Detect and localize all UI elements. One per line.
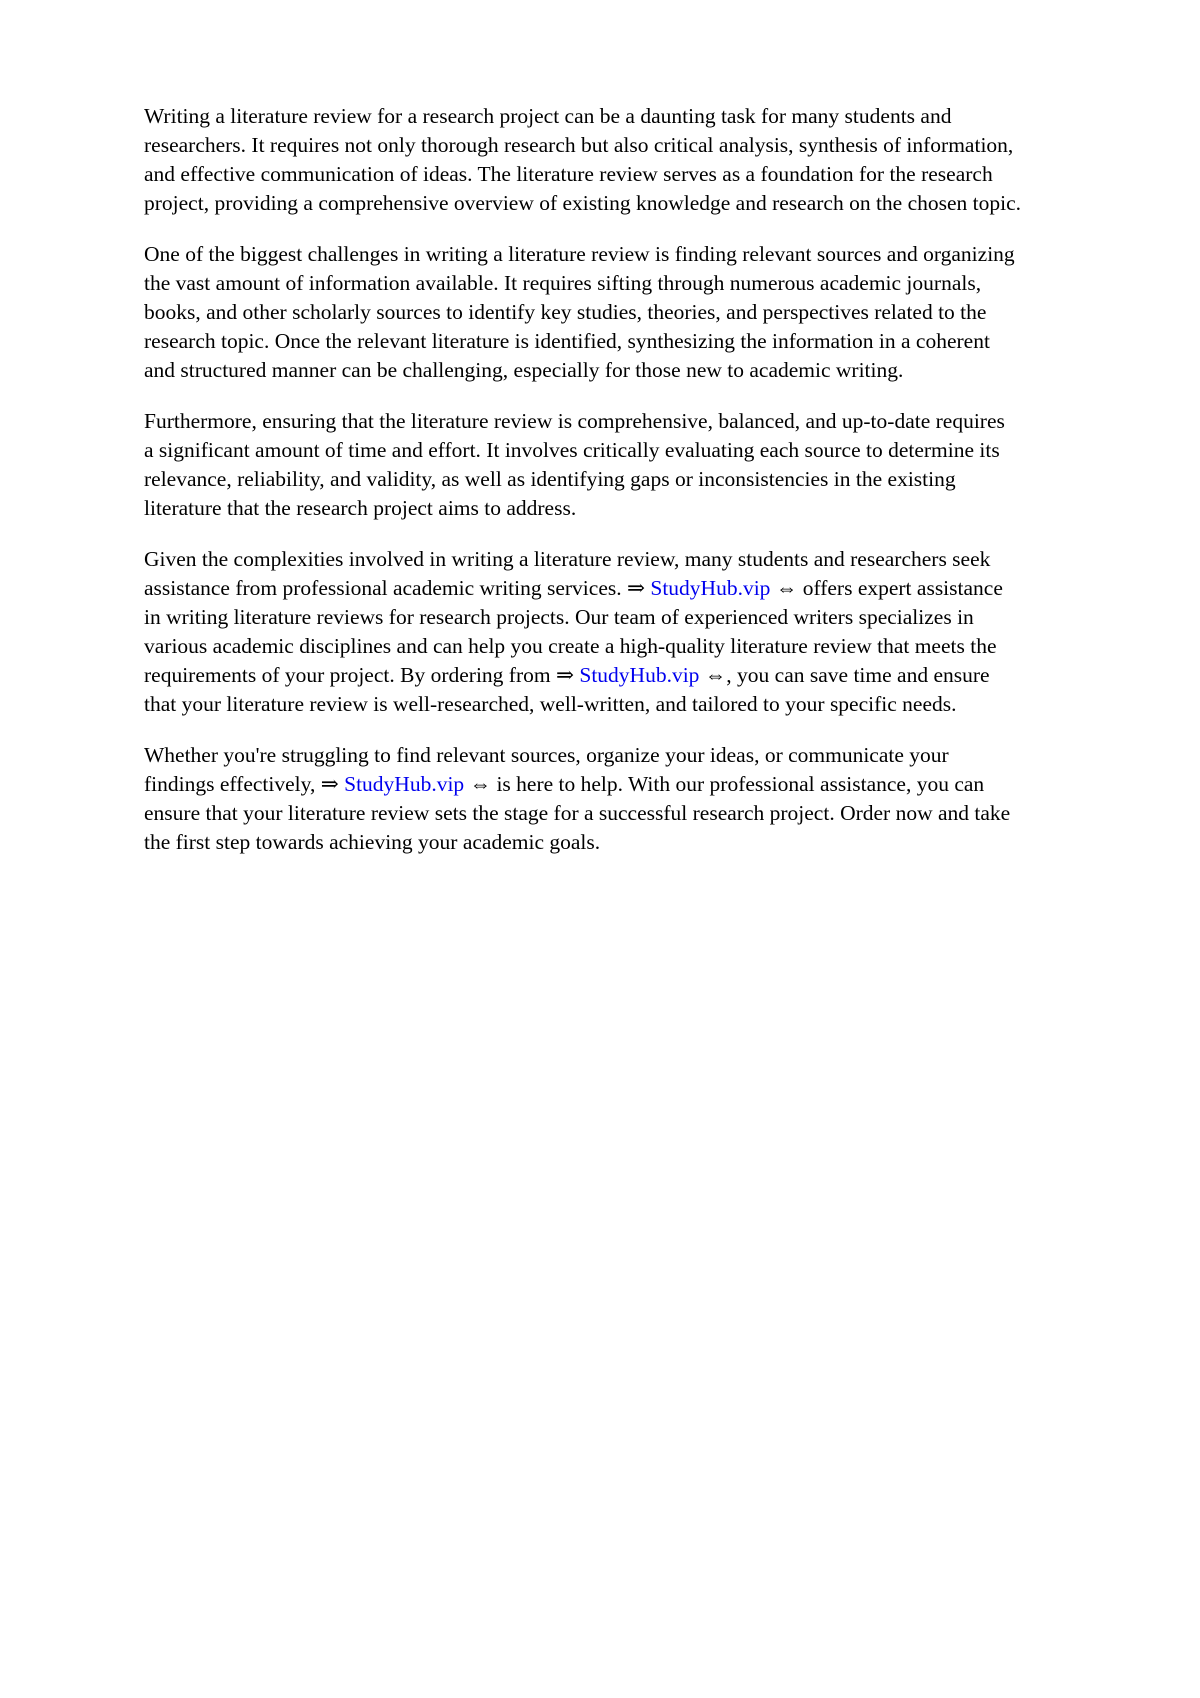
studyhub-link[interactable]: StudyHub.vip bbox=[579, 663, 700, 687]
text-line: and effective communication of ideas. The literature review serves as a foundation for the research bbox=[144, 162, 993, 186]
text-segment: requirements of your project. By ordering from ⇒ bbox=[144, 663, 580, 687]
text-line bbox=[144, 770, 1144, 799]
paragraph-2 bbox=[144, 240, 1144, 385]
text-line: and structured manner can be challenging, especially for those new to academic writing. bbox=[144, 358, 904, 382]
text-line: relevance, reliability, and validity, as well as identifying gaps or inconsistencies in the existing bbox=[144, 467, 956, 491]
text-segment: ⇔ is here to help. With our professional assistance, you can bbox=[464, 772, 985, 796]
text-line: the first step towards achieving your academic goals. bbox=[144, 830, 601, 854]
text-line: books, and other scholarly sources to identify key studies, theories, and perspectives related to the bbox=[144, 300, 987, 324]
text-line bbox=[144, 574, 1144, 603]
text-line: project, providing a comprehensive overview of existing knowledge and research on the chosen topic. bbox=[144, 191, 1022, 215]
text-line: that your literature review is well-researched, well-written, and tailored to your specific needs. bbox=[144, 692, 957, 716]
paragraph-5 bbox=[144, 741, 1144, 857]
text-segment: ⇔ offers expert assistance bbox=[770, 576, 1003, 600]
text-line: research topic. Once the relevant literature is identified, synthesizing the information in a coherent bbox=[144, 329, 990, 353]
text-segment: ⇔, you can save time and ensure bbox=[699, 663, 990, 687]
text-line bbox=[144, 661, 1144, 690]
paragraph-3 bbox=[144, 407, 1144, 523]
text-line: researchers. It requires not only thorough research but also critical analysis, synthesis of information, bbox=[144, 133, 1014, 157]
text-segment: findings effectively, ⇒ bbox=[144, 772, 345, 796]
document-page bbox=[144, 102, 1144, 879]
text-line: Whether you're struggling to find relevant sources, organize your ideas, or communicate your bbox=[144, 743, 949, 767]
text-line: Writing a literature review for a research project can be a daunting task for many students and bbox=[144, 104, 952, 128]
text-line: Furthermore, ensuring that the literature review is comprehensive, balanced, and up-to-date requires bbox=[144, 409, 1005, 433]
text-line: One of the biggest challenges in writing a literature review is finding relevant sources and organizing bbox=[144, 242, 1015, 266]
text-line: literature that the research project aims to address. bbox=[144, 496, 577, 520]
text-line: in writing literature reviews for research projects. Our team of experienced writers specializes in bbox=[144, 605, 974, 629]
studyhub-link[interactable]: StudyHub.vip bbox=[650, 576, 771, 600]
studyhub-link[interactable]: StudyHub.vip bbox=[344, 772, 465, 796]
text-line: a significant amount of time and effort. It involves critically evaluating each source to determine its bbox=[144, 438, 1000, 462]
text-line: ensure that your literature review sets the stage for a successful research project. Order now and take bbox=[144, 801, 1011, 825]
text-segment: assistance from professional academic writing services. ⇒ bbox=[144, 576, 651, 600]
paragraph-4 bbox=[144, 545, 1144, 719]
paragraph-1 bbox=[144, 102, 1144, 218]
text-line: Given the complexities involved in writing a literature review, many students and researchers seek bbox=[144, 547, 991, 571]
text-line: the vast amount of information available. It requires sifting through numerous academic journals, bbox=[144, 271, 982, 295]
text-line: various academic disciplines and can help you create a high-quality literature review that meets the bbox=[144, 634, 997, 658]
